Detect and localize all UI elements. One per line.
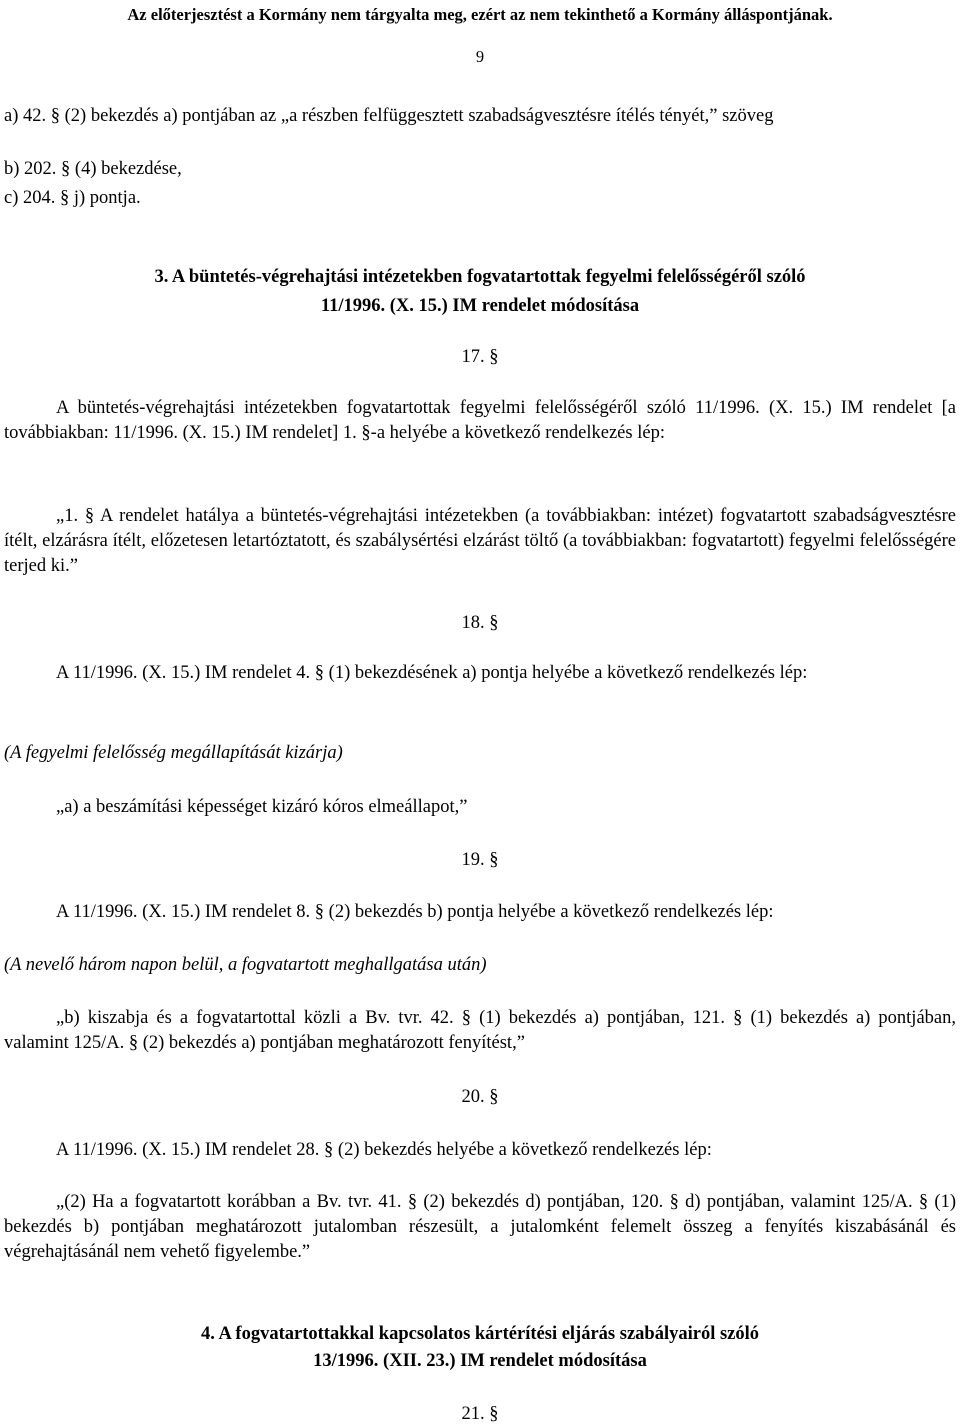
section-3-title-line2: 11/1996. (X. 15.) IM rendelet módosítása — [320, 296, 640, 316]
paragraph-19-quote: „b) kiszabja és a fogvatartottal közli a Bv. tvr. 42. § (1) bekezdés a) pontjában, 121. § (1) bekezdés a) pontjában, valamint 125/A. § (2) bekezdés a) pontjában meghatározott fenyítést,” — [4, 1008, 956, 1053]
paragraph-18-context: (A fegyelmi felelősség megállapítását kizárja) — [4, 743, 343, 763]
paragraph-17-quote: „1. § A rendelet hatálya a büntetés-végrehajtási intézetekben (a továbbiakban: intézet) fogvatartott szabadságvesztésre ítélt, elzárásra ítélt, előzetesen letartóztatott, és szabálysértési elzárást töltő (a továbbiakban: fogvatartott) fegyelmi felelősségére terjed ki.” — [4, 506, 956, 576]
section-4-title-line2: 13/1996. (XII. 23.) IM rendelet módosítása — [313, 1351, 647, 1371]
page-header-disclaimer: Az előterjesztést a Kormány nem tárgyalta meg, ezért az nem tekinthető a Kormány álláspontjának. — [127, 5, 833, 24]
page-number: 9 — [475, 47, 485, 66]
paragraph-20-quote: „(2) Ha a fogvatartott korábban a Bv. tvr. 41. § (2) bekezdés d) pontjában, 120. § d) pontjában, valamint 125/A. § (1) bekezdés b) pontjában meghatározott jutalomban részesült, a jutalomként felemelt összeg a fenyítés kiszabásánál és végrehajtásánál nem vehető figyelembe.” — [4, 1192, 956, 1262]
list-item-a: a) 42. § (2) bekezdés a) pontjában az „a részben felfüggesztett szabadságvesztésre ítélés tényét,” szöveg — [4, 106, 774, 126]
paragraph-19-number: 19. § — [461, 850, 499, 870]
paragraph-17-text: A büntetés-végrehajtási intézetekben fogvatartottak fegyelmi felelősségéről szóló 11/1996. (X. 15.) IM rendelet [a továbbiakban: 11/1996. (X. 15.) IM rendelet] 1. §-a helyébe a következő rendelkezés lép: — [4, 398, 956, 443]
paragraph-20-number: 20. § — [461, 1087, 499, 1107]
paragraph-18-number: 18. § — [461, 613, 499, 633]
section-3-title-line1: 3. A büntetés-végrehajtási intézetekben fogvatartottak fegyelmi felelősségéről szóló — [154, 267, 806, 287]
paragraph-18-quote: „a) a beszámítási képességet kizáró kóros elmeállapot,” — [56, 797, 468, 817]
section-4-title-line1: 4. A fogvatartottakkal kapcsolatos kártérítési eljárás szabályairól szóló — [200, 1324, 760, 1344]
paragraph-19-text: A 11/1996. (X. 15.) IM rendelet 8. § (2) bekezdés b) pontja helyébe a következő rendelkezés lép: — [56, 902, 774, 922]
paragraph-18-text: A 11/1996. (X. 15.) IM rendelet 4. § (1) bekezdésének a) pontja helyébe a következő rendelkezés lép: — [56, 663, 808, 683]
paragraph-21-number: 21. § — [461, 1404, 499, 1424]
paragraph-17-number: 17. § — [461, 347, 499, 367]
list-item-b: b) 202. § (4) bekezdése, — [4, 159, 182, 179]
paragraph-20-text: A 11/1996. (X. 15.) IM rendelet 28. § (2) bekezdés helyébe a következő rendelkezés lép: — [56, 1140, 712, 1160]
paragraph-19-context: (A nevelő három napon belül, a fogvatartott meghallgatása után) — [4, 955, 487, 975]
list-item-c: c) 204. § j) pontja. — [4, 188, 141, 208]
